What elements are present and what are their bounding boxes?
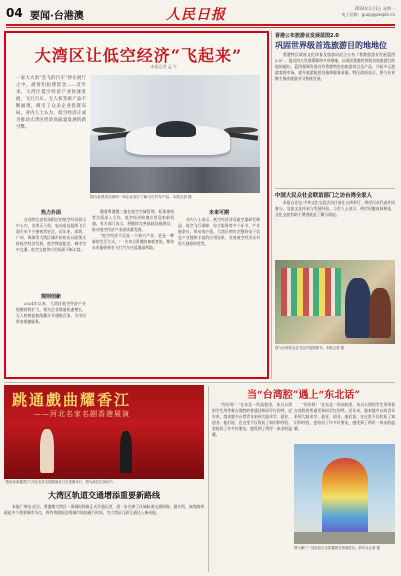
lead-paragraph: “低空经济不仅是一个新兴产业，更是一种新的生活方式。”一位来自香港的参观者说，期待未来能够乘坐飞行汽车往返港深两地。 — [92, 233, 174, 250]
bookstore-photo — [275, 260, 395, 344]
lead-body-column — [16, 301, 86, 373]
center-body-2 — [294, 402, 395, 440]
opera-banner-photo — [4, 385, 204, 479]
reader-figure — [369, 288, 391, 338]
right-photo-caption: 图为台湾民众在书店内选购图书。本报记者 摄 — [275, 346, 344, 350]
lead-headline[interactable]: 大湾区让低空经济“飞起来” — [34, 46, 243, 65]
center-paragraph: “你好呀！”在东北一所高校里，来自台湾的学生用带着台湾腔的普通话和同学打招呼。近年来，越来越多台湾青年来到大陆求学、就业、创业。他们说，在这里不仅收获了知识和经验，更结识了许多好朋友，感受到了两岸一家亲的温暖。 — [212, 402, 292, 437]
right-paragraph: 香港特区政府文化体育及旅游局近日公布《香港旅游业发展蓝图2.0》，提出四大发展策略和多项措施，以巩固香港世界级首选旅游目的地的地位。蓝图强调发展具有香港特色的旅游项目及产品，开拓多元旅游客源市场，提升旅游配套设施和服务质量。特区政府表示，将与业界携手推动旅游业可持续发展。 — [275, 52, 395, 81]
center-headline[interactable]: 当“台湾腔”遇上“东北话” — [246, 390, 360, 401]
tower-photo-caption: 图为澳门一处彩色灯光装置吸引游客驻足。新华社记者 摄 — [294, 546, 380, 550]
lead-body-column — [16, 217, 86, 289]
performer-figure — [40, 429, 54, 473]
center-body — [212, 402, 292, 562]
lead-paragraph: 随着粤港澳三地在低空空域管理、标准规则等方面深入合作，低空经济跨境应用迎来新机遇。有关部门表示，将继续完善基础设施建设，推动低空经济产业高质量发展。 — [92, 209, 174, 232]
column-rule — [271, 31, 272, 379]
lead-subhead: 规则创新 — [40, 294, 61, 300]
right-paragraph: 本报台北电 中华文化交流活动日前在台湾举行，两岸民众代表共同参与，交流文化传承与发展经验。与会人士表示，两岸同胞血脉相连，文化交流有助于增进彼此了解与情谊。 — [275, 200, 395, 217]
masthead-rule — [6, 24, 395, 26]
section-title: 要闻·台港澳 — [30, 11, 84, 22]
left-lower-paragraph: 本报广州电 近日，粤港澳大湾区一条城际铁路正式开通运营，进一步完善了区域轨道交通网络。据介绍，该线路串联起多个重要城市节点，将有效缩短沿线城市间的通行时间，为大湾区互联互通注入新动能。 — [4, 504, 204, 515]
lead-subhead: 热力扑面 — [40, 210, 61, 216]
banner-title: 跳通戲曲耀香江 — [12, 391, 132, 409]
right-body-2 — [275, 200, 395, 256]
left-lower-headline[interactable]: 大湾区轨道交通增添重要新路线 — [48, 490, 160, 500]
right-headline-2[interactable]: 中国大民众社会联谊部门之访台湾全家人 — [275, 193, 373, 199]
flying-car-photo — [90, 75, 260, 193]
banner-caption: “燕赵戏曲耀香江”河北名家名剧展演近日在香港举行，图为演员在演出中。 — [4, 480, 117, 484]
masthead — [6, 4, 395, 24]
lead-byline: 本报记者 孟 牛 — [150, 64, 177, 69]
masthead-rule-thin — [6, 27, 395, 28]
right-body — [275, 52, 395, 186]
visitors-crowd — [90, 167, 260, 193]
lead-intro: 一家大大的“会飞的汽车”停在展厅之中，游客们拍照留念……近年来，大湾区低空经济产业快速发展，飞行汽车、无人机等新产品不断涌现，吸引了众多企业投资布局。业内人士认为，低空经济正成为推动大湾区经济高质量发展的新引擎。 — [16, 76, 86, 130]
email-text: 电子信箱：guoji@people.cn — [341, 12, 395, 17]
light-installation-photo — [294, 444, 395, 544]
brand-logo: 人民日报 — [166, 7, 226, 23]
date-text: 2024年1月1日 星期一 — [354, 6, 395, 11]
lead-body-column — [92, 209, 174, 373]
right-kicker: 香港公布旅游业发展蓝图2.0 — [275, 33, 339, 39]
bookshelf — [281, 268, 341, 316]
lead-body-column — [178, 217, 260, 373]
performer-figure — [120, 431, 132, 473]
stage — [4, 421, 204, 479]
divider — [275, 188, 395, 189]
section-rule — [4, 382, 395, 383]
flying-car-cockpit — [156, 121, 196, 137]
ground — [294, 532, 395, 544]
banner-subtitle: ——河北名家名剧香港展演 — [34, 410, 130, 418]
column-rule — [208, 386, 209, 572]
right-headline[interactable]: 巩固世界级首选旅游目的地地位 — [275, 40, 387, 50]
page-number: 04 — [6, 6, 23, 20]
lead-paragraph: 业内人士表示，低空经济涉及航空器研发制造、低空飞行保障、综合服务等多个环节，产业链条长、带动效应强。大湾区拥有完整的电子信息产业链和丰富的应用场景，发展低空经济具有得天独厚的优势。 — [178, 217, 260, 246]
rotor — [92, 127, 126, 133]
left-lower-body — [4, 504, 204, 572]
date-line — [342, 6, 395, 18]
light-tower — [322, 458, 368, 536]
center-paragraph: “你好呀！”在东北一所高校里，来自台湾的学生用带着台湾腔的普通话和同学打招呼。近年来，越来越多台湾青年来到大陆求学、就业、创业。他们说，在这里不仅收获了知识和经验，更结识了许多好朋友，感受到了两岸一家亲的温暖。 — [294, 402, 395, 431]
lead-subhead: 未来可期 — [208, 210, 229, 216]
rotor — [224, 127, 258, 133]
reader-figure — [345, 278, 371, 338]
lead-paragraph: 在深圳宝安机场附近的低空经济展示中心内，各类无人机、电动垂直起降飞行器引来不少参观者驻足。近年来，深圳、广州、珠海等大湾区城市纷纷出台政策支持低空经济发展，低空物流配送、城市空中交通、低空文旅等应用场景不断丰富。 — [16, 217, 86, 252]
lead-paragraph: 2024年以来，大湾区低空经济产业规模持续扩大，相关企业数量快速增长，无人机物流航线累计开通数百条，为市民带来便捷服务。 — [16, 301, 86, 324]
lead-story-box — [4, 31, 269, 379]
lead-photo-caption: 图为参观者在深圳一家企业展厅了解飞行汽车产品。本报记者 摄 — [90, 195, 192, 199]
